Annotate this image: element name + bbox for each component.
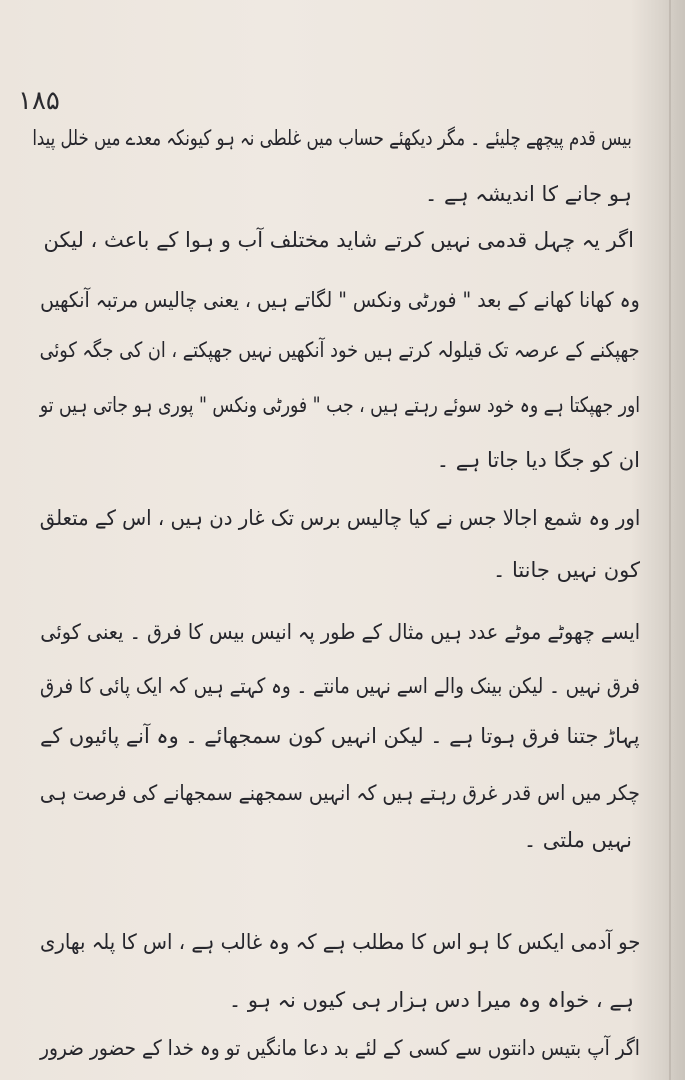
text-line: اور جھپکتا ہے وہ خود سوئے رہتے ہیں ، جب " فورٹی ونکس " پوری ہو جاتی ہیں تو [39, 393, 640, 417]
text-line: جو آدمی ایکس کا ہو اس کا مطلب ہے کہ وہ غالب ہے ، اس کا پلہ بھاری [39, 930, 640, 954]
text-line: اگر یہ چہل قدمی نہیں کرتے شاید مختلف آب و ہوا کے باعث ، لیکن [43, 228, 634, 252]
text-line: ان کو جگا دیا جاتا ہے ۔ [436, 448, 640, 472]
text-line: ہے ، خواہ وہ میرا دس ہزار ہی کیوں نہ ہو ۔ [228, 988, 634, 1012]
text-line: جھپکنے کے عرصہ تک قیلولہ کرتے ہیں خود آنکھیں نہیں جھپکتے ، ان کی جگہ کوئی [39, 338, 640, 362]
text-line: نہیں ملتی ۔ [523, 828, 632, 852]
text-line: کون نہیں جانتا ۔ [492, 558, 640, 582]
text-line: پہاڑ جتنا فرق ہوتا ہے ۔ لیکن انہیں کون سمجھائے ۔ وہ آنے پائیوں کے [40, 724, 640, 748]
text-line: بیس قدم پیچھے چلیئے ۔ مگر دیکھئے حساب میں غلطی نہ ہو کیونکہ معدے میں خلل پیدا [32, 126, 632, 150]
text-line: وہ کھانا کھانے کے بعد " فورٹی ونکس " لگاتے ہیں ، یعنی چالیس مرتبہ آنکھیں [40, 288, 640, 312]
text-line: ہو جانے کا اندیشہ ہے ۔ [425, 182, 632, 206]
text-line: چکر میں اس قدر غرق رہتے ہیں کہ انہیں سمجھنے سمجھانے کی فرصت ہی [39, 781, 640, 805]
page-number: ۱۸۵ [18, 86, 60, 116]
text-line: ایسے چھوٹے موٹے عدد ہیں مثال کے طور پہ انیس بیس کا فرق ۔ یعنی کوئی [40, 620, 640, 644]
text-line: اگر آپ بتیس دانتوں سے کسی کے لئے بد دعا مانگیں تو وہ خدا کے حضور ضرور [39, 1036, 640, 1060]
page-edge-shadow [669, 0, 671, 1080]
text-line: فرق نہیں ۔ لیکن بینک والے اسے نہیں مانتے ۔ وہ کہتے ہیں کہ ایک پائی کا فرق [40, 674, 640, 698]
text-line: اور وہ شمع اجالا جس نے کیا چالیس برس تک غار دن ہیں ، اس کے متعلق [39, 506, 640, 530]
